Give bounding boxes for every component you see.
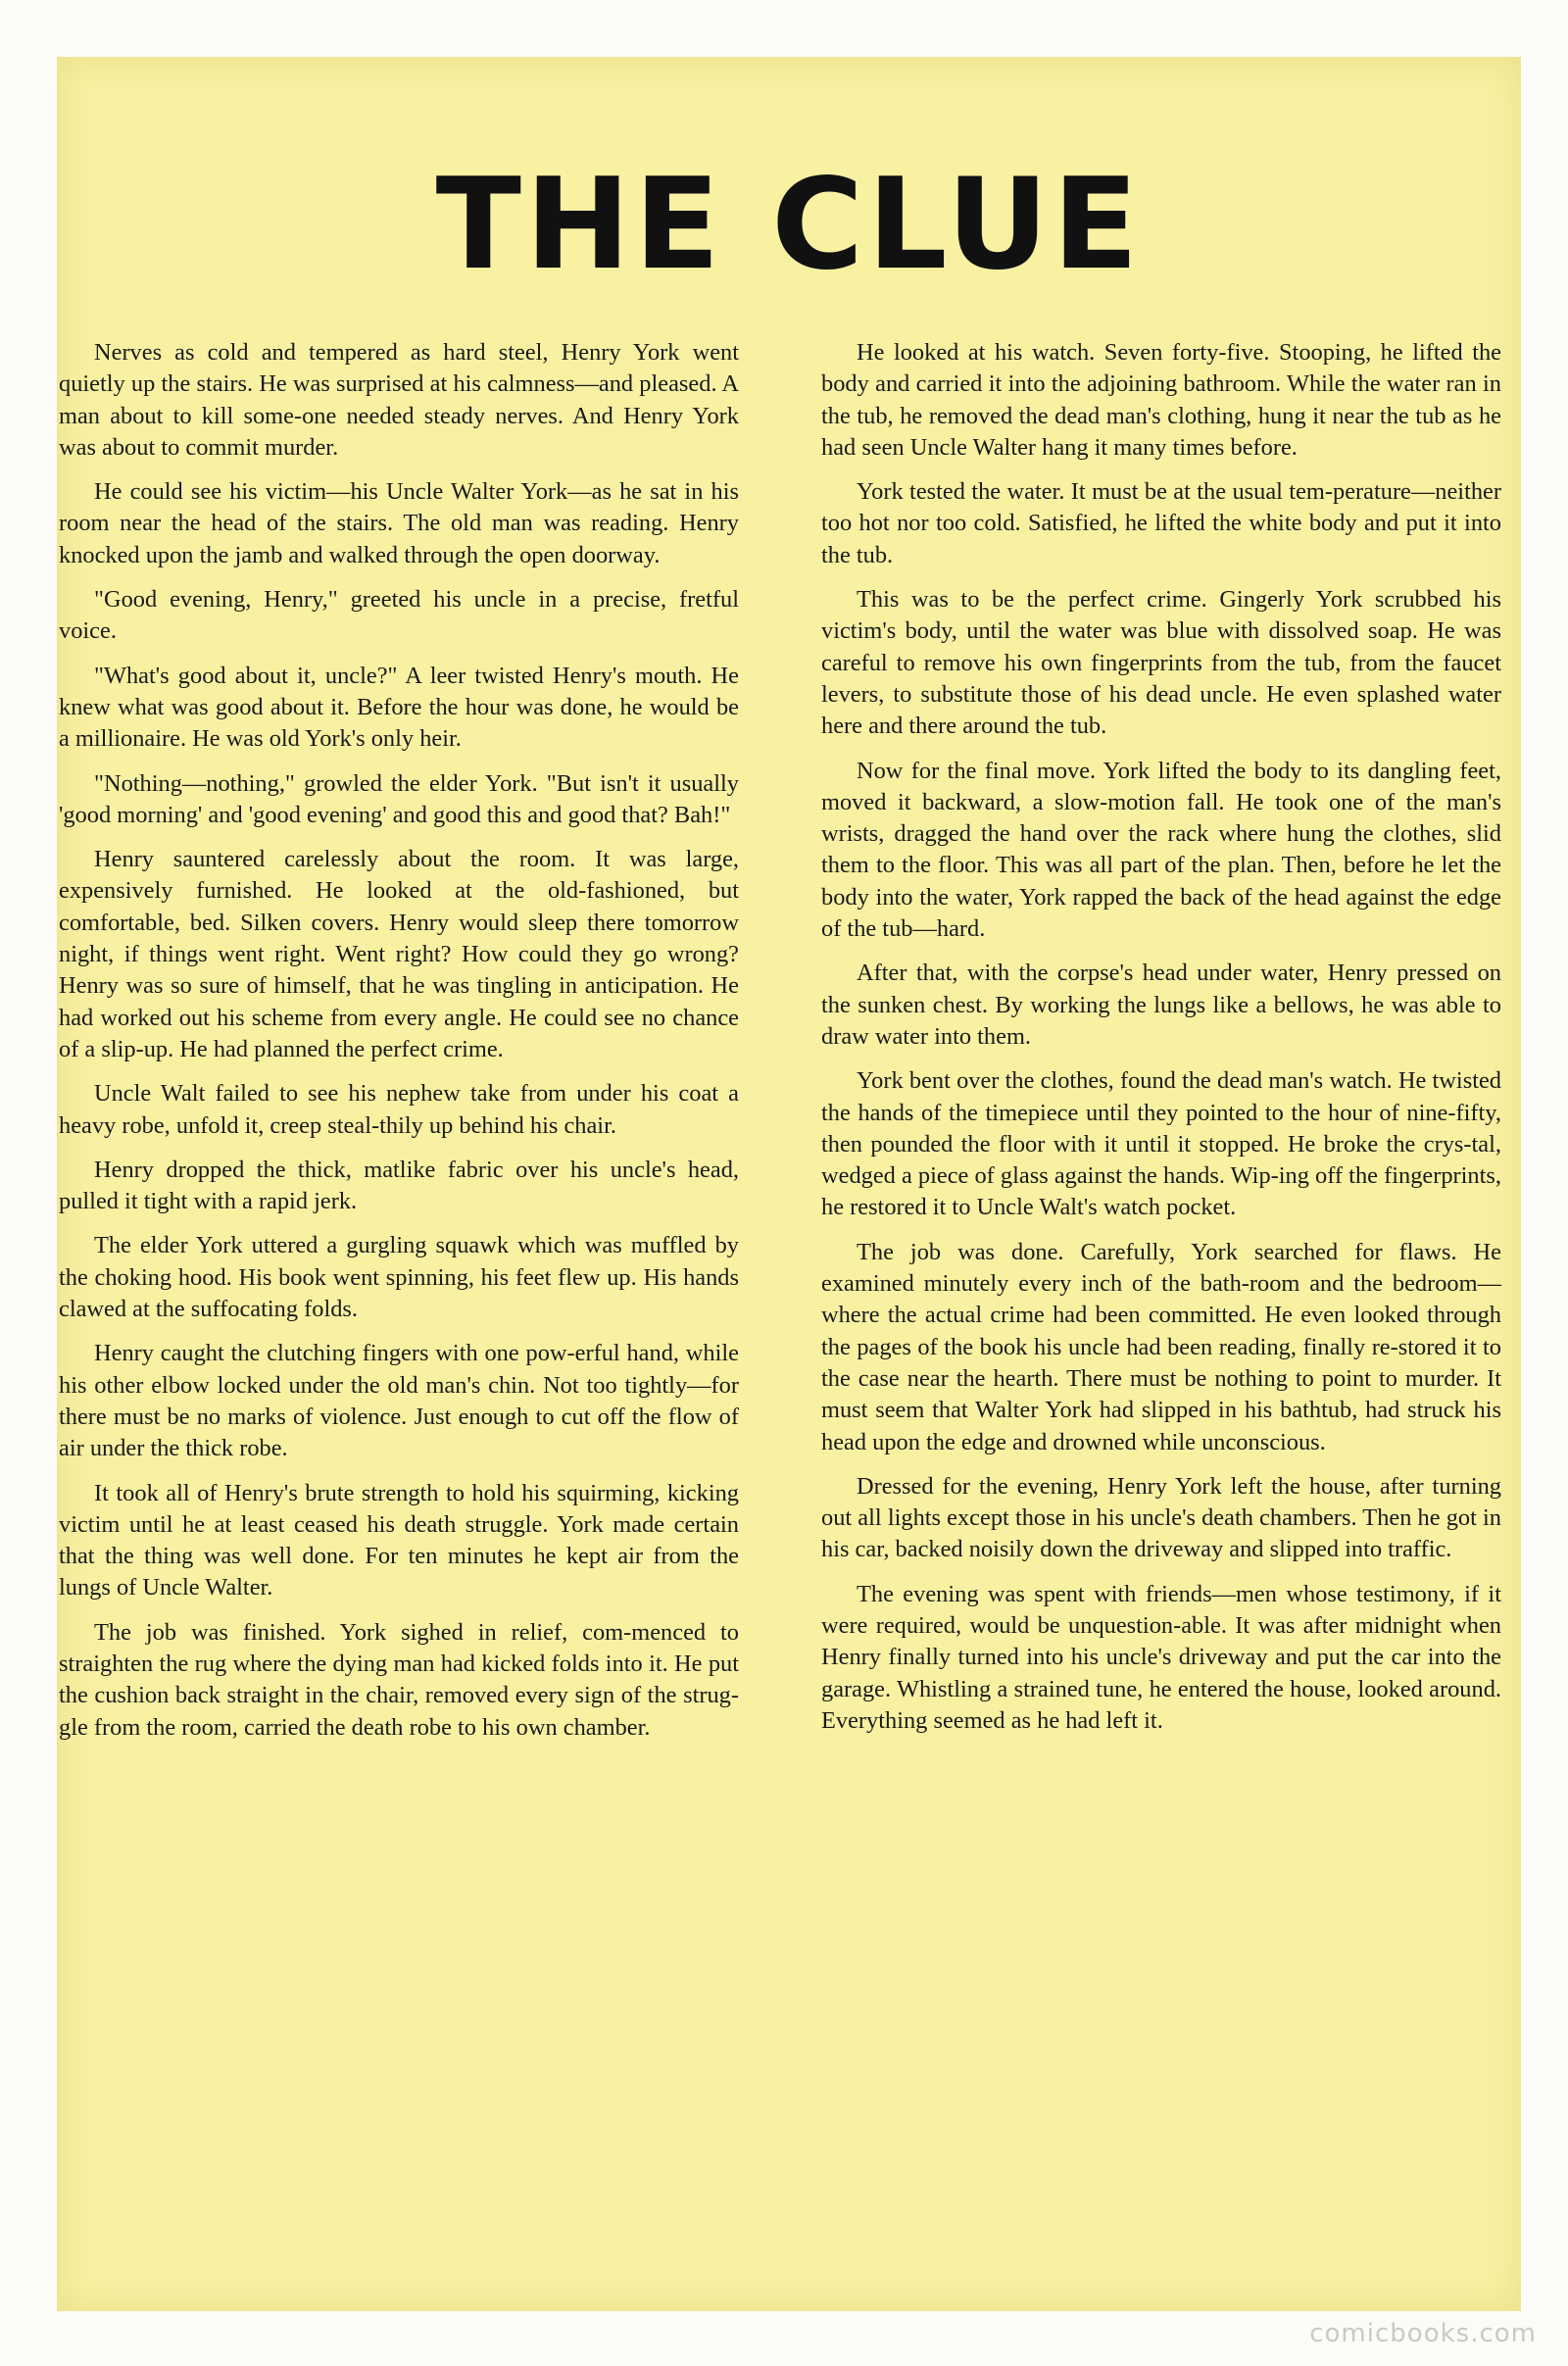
paragraph: The elder York uttered a gurgling squawk which was muffled by the choking hood. His book went spinning, his feet flew up. His hands clawed at the suffocating folds.: [59, 1232, 739, 1323]
paragraph: This was to be the perfect crime. Gingerly York scrubbed his victim's body, until the water was blue with dissolved soap. He was careful to remove his own fingerprints from the tub, from the faucet levers, to substitute those of his dead uncle. He even splashed water here and there around the tub.: [821, 586, 1501, 740]
paragraph: The job was done. Carefully, York searched for flaws. He examined minutely every inch of the bath-room and the bedroom—where the actual crime had been committed. He even looked through the pages of the book his uncle had been reading, finally re-stored it to the case near the hearth. There must be nothing to point to murder. It must seem that Walter York had slipped in his bathtub, had struck his head upon the edge and drowned while unconscious.: [821, 1238, 1501, 1455]
paragraph: Now for the final move. York lifted the body to its dangling feet, moved it backward, a slow-motion fall. He took one of the man's wrists, dragged the hand over the rack where hung the clothes, slid them to the floor. This was all part of the plan. Then, before he let the body into the water, York rapped the back of the head against the edge of the tub—hard.: [821, 757, 1501, 943]
paragraph: He could see his victim—his Uncle Walter York—as he sat in his room near the head of the stairs. The old man was reading. Henry knocked upon the jamb and walked through the open doorway.: [59, 478, 739, 568]
paragraph: "What's good about it, uncle?" A leer twisted Henry's mouth. He knew what was good about it. Before the hour was done, he would be a millionaire. He was old York's only heir.: [59, 662, 739, 753]
paragraph: Henry dropped the thick, matlike fabric over his uncle's head, pulled it tight with a rapid jerk.: [59, 1156, 739, 1215]
left-column: [59, 337, 739, 1756]
story-title: THE CLUE: [435, 152, 1143, 298]
paragraph: Henry caught the clutching fingers with one pow-erful hand, while his other elbow locked under the old man's chin. Not too tightly—for there must be no marks of violence. Just enough to cut off the flow of air under the thick robe.: [59, 1340, 739, 1462]
paragraph: "Good evening, Henry," greeted his uncle in a precise, fretful voice.: [59, 586, 739, 645]
paragraph: After that, with the corpse's head under water, Henry pressed on the sunken chest. By working the lungs like a bellows, he was able to draw water into them.: [821, 960, 1501, 1050]
paragraph: Nerves as cold and tempered as hard steel, Henry York went quietly up the stairs. He was surprised at his calmness—and pleased. A man about to kill some-one needed steady nerves. And Henry York was about to commit murder.: [59, 339, 739, 461]
right-column: [821, 337, 1501, 1750]
paragraph: The evening was spent with friends—men whose testimony, if it were required, would be unquestion-able. It was after midnight when Henry finally turned into his uncle's driveway and put the car into the garage. Whistling a strained tune, he entered the house, looked around. Everything seemed as he had left it.: [821, 1580, 1501, 1734]
paragraph: Uncle Walt failed to see his nephew take from under his coat a heavy robe, unfold it, creep steal-thily up behind his chair.: [59, 1080, 739, 1139]
paragraph: Henry sauntered carelessly about the room. It was large, expensively furnished. He looked at the old-fashioned, but comfortable, bed. Silken covers. Henry would sleep there tomorrow night, if things went right. Went right? How could they go wrong? Henry was so sure of himself, that he was tingling in anticipation. He had worked out his scheme from every angle. He could see no chance of a slip-up. He had planned the perfect crime.: [59, 846, 739, 1062]
paragraph: York tested the water. It must be at the usual tem-perature—neither too hot nor too cold. Satisfied, he lifted the white body and put it into the tub.: [821, 478, 1501, 568]
site-watermark: comicbooks.com: [1309, 2319, 1537, 2348]
page-sheet: [57, 57, 1521, 2311]
paragraph: The job was finished. York sighed in relief, com-menced to straighten the rug where the dying man had kicked folds into it. He put the cushion back straight in the chair, removed every sign of the strug-gle from the room, carried the death robe to his own chamber.: [59, 1618, 739, 1741]
paragraph: York bent over the clothes, found the dead man's watch. He twisted the hands of the timepiece until they pointed to the hour of nine-fifty, then pounded the floor with it until it stopped. He broke the crys-tal, wedged a piece of glass against the hands. Wip-ing off the fingerprints, he restored it to Uncle Walt's watch pocket.: [821, 1067, 1501, 1221]
paragraph: He looked at his watch. Seven forty-five. Stooping, he lifted the body and carried it into the adjoining bathroom. While the water ran in the tub, he removed the dead man's clothing, hung it near the tub as he had seen Uncle Walter hang it many times before.: [821, 339, 1501, 461]
paragraph: "Nothing—nothing," growled the elder York. "But isn't it usually 'good morning' and 'good evening' and good this and good that? Bah!": [59, 769, 739, 828]
paragraph: It took all of Henry's brute strength to hold his squirming, kicking victim until he at least ceased his death struggle. York made certain that the thing was well done. For ten minutes he kept air from the lungs of Uncle Walter.: [59, 1479, 739, 1602]
paragraph: Dressed for the evening, Henry York left the house, after turning out all lights except those in his uncle's death chambers. Then he got in his car, backed noisily down the driveway and slipped into traffic.: [821, 1472, 1501, 1563]
